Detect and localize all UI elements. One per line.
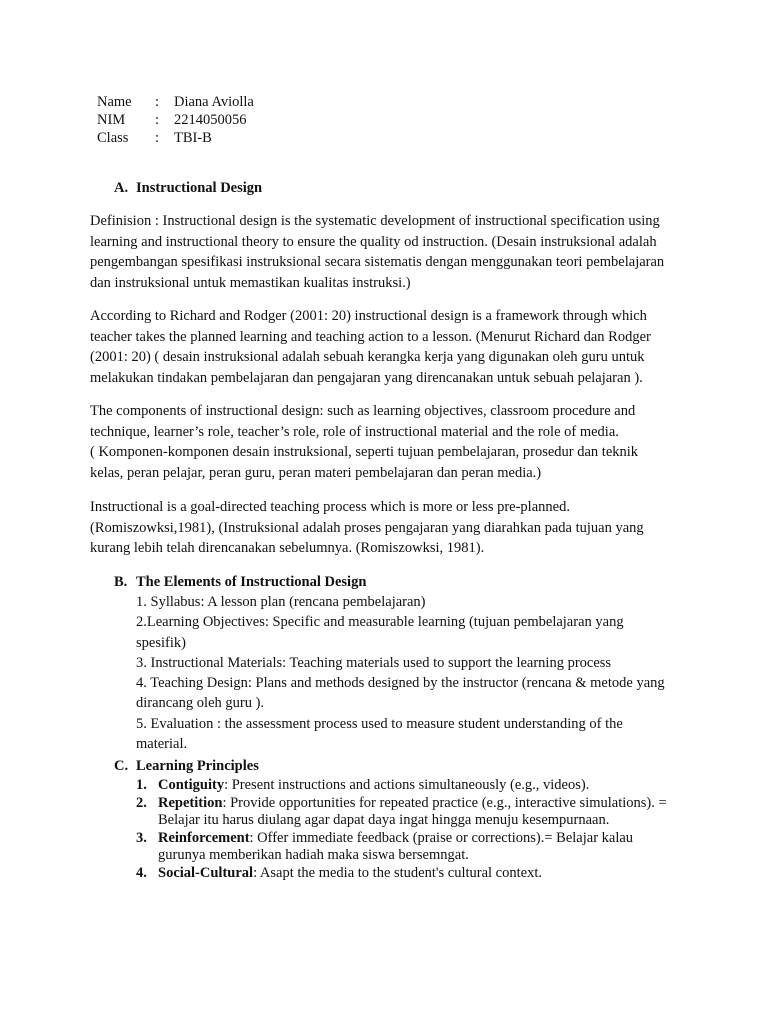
paragraph-components-id: ( Komponen-komponen desain instruksional, seperti tujuan pembelajaran, prosedur dan teknik kelas, peran pelajar, peran guru, peran materi pembelajaran dan peran media.) (90, 444, 639, 481)
item-text: : Offer immediate feedback (praise or corrections).= Belajar kalau gurunya memberikan hadiah maka siswa bersemngat. (158, 829, 634, 864)
list-item (136, 795, 681, 830)
item-text: : Asapt the media to the student's cultural context. (253, 864, 542, 881)
item-body (158, 865, 681, 883)
elements-list (136, 592, 676, 754)
list-item (136, 865, 681, 883)
item-text: : Provide opportunities for repeated practice (e.g., interactive simulations). = Belajar itu harus diulang agar dapat daya ingat hingga menuju kesempurnaan. (158, 794, 667, 829)
section-title: Learning Principles (136, 758, 259, 774)
paragraph-richard-rodger: According to Richard and Rodger (2001: 20) instructional design is a framework through which teacher takes the planned learning and teaching action to a lesson. (Menurut Richard dan Rodger (2001: 20) ( desain instruksional adalah sebuah kerangka kerja yang digunakan oleh guru untuk melakukan tindakan pembelajaran dan pengajaran yang direncanakan untuk sebuah pelajaran ). (90, 308, 651, 386)
info-row-nim (97, 111, 254, 129)
paragraph-romiszowski: Instructional is a goal-directed teaching process which is more or less pre-planned. (Romiszowksi,1981), (Instruksional adalah proses pengajaran yang diarahkan pada tujuan yang kurang lebih telah direncanakan sebelumnya. (Romiszowksi, 1981). (90, 499, 644, 556)
student-info (97, 93, 254, 147)
item-number: 3. (136, 829, 147, 846)
section-c-heading (114, 757, 259, 775)
info-colon: : (155, 130, 160, 146)
paragraph-definition: Definision : Instructional design is the systematic development of instructional specification using learning and instructional theory to ensure the quality od instruction. (Desain instruksional adalah pengembangan spesifikasi instruksional secara sistematis dengan menggunakan teori pembelajaran dan instruksional untuk memastikan kualitas instruksi.) (90, 213, 665, 291)
list-item: 1. Syllabus: A lesson plan (rencana pembelajaran) (136, 594, 426, 610)
info-colon: : (155, 112, 160, 128)
info-value: 2214050056 (174, 112, 247, 128)
section-letter: B. (114, 574, 128, 590)
item-term: Reinforcement (158, 829, 250, 846)
list-item (136, 830, 681, 865)
item-number: 4. (136, 864, 147, 881)
section-letter: C. (114, 758, 129, 774)
principles-list (136, 777, 681, 883)
info-label: NIM (97, 112, 126, 128)
item-term: Repetition (158, 794, 223, 811)
list-item: 3. Instructional Materials: Teaching materials used to support the learning process (136, 654, 612, 671)
info-label: Name (97, 94, 132, 110)
item-body (158, 830, 681, 865)
list-item: 4. Teaching Design: Plans and methods designed by the instructor (rencana & metode yang dirancang oleh guru ). (136, 675, 665, 712)
section-title: The Elements of Instructional Design (136, 574, 367, 590)
list-item (136, 777, 681, 795)
info-label: Class (97, 130, 129, 146)
item-number: 2. (136, 794, 147, 811)
info-value: TBI-B (174, 130, 212, 146)
item-number: 1. (136, 777, 147, 793)
section-a-heading (114, 179, 262, 197)
item-body (158, 777, 681, 795)
info-row-name (97, 93, 254, 111)
paragraph-components: The components of instructional design: such as learning objectives, classroom procedure and technique, learner’s role, teacher’s role, role of instructional material and the role of media. (90, 403, 636, 440)
item-text: : Present instructions and actions simultaneously (e.g., videos). (224, 777, 590, 793)
info-row-class (97, 129, 254, 147)
item-body (158, 795, 681, 830)
section-b-heading (114, 573, 366, 591)
item-term: Social-Cultural (158, 864, 254, 881)
info-colon: : (155, 94, 160, 110)
item-term: Contiguity (158, 777, 225, 793)
section-letter: A. (114, 180, 129, 196)
info-value: Diana Aviolla (174, 94, 254, 110)
section-title: Instructional Design (136, 180, 263, 196)
list-item: 5. Evaluation : the assessment process used to measure student understanding of the material. (136, 715, 623, 753)
list-item: 2.Learning Objectives: Specific and measurable learning (tujuan pembelajaran yang spesifik) (136, 614, 624, 651)
